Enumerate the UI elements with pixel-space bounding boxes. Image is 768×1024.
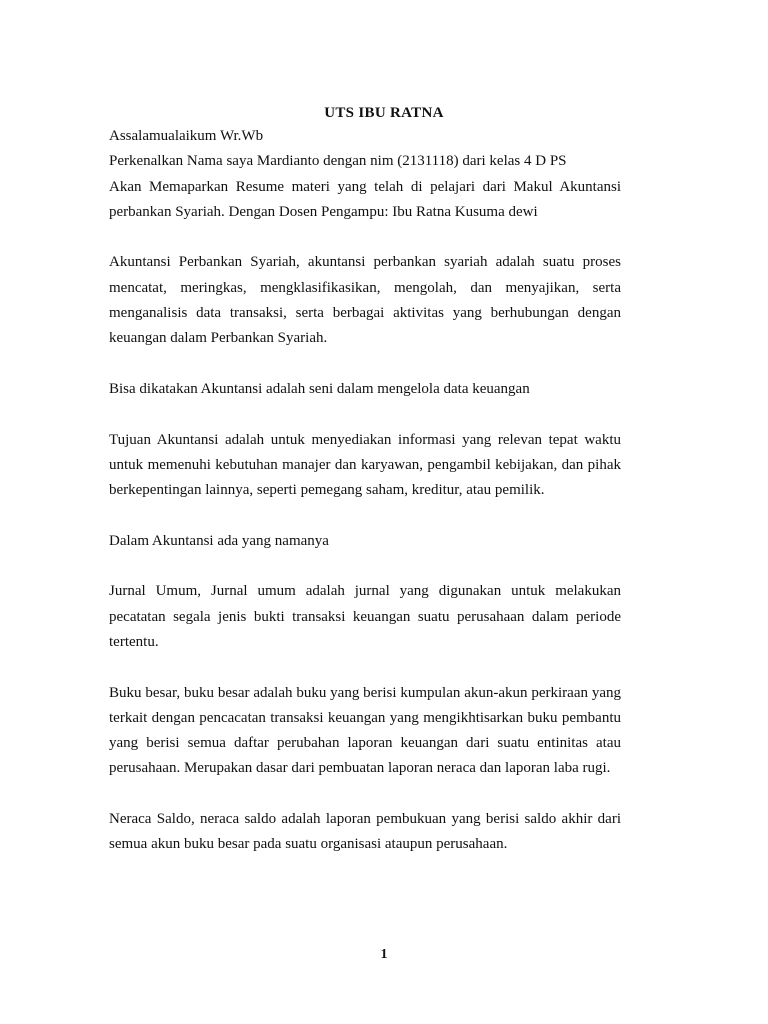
greeting-line: Assalamualaikum Wr.Wb xyxy=(109,128,264,144)
paragraph-ledger: Buku besar, buku besar adalah buku yang berisi kumpulan akun-akun perkiraan yang terkait dengan pencacatan transaksi keuangan yang mengikhtisarkan buku pembantu yang berisi semua daftar perubahan laporan keuangan dari suatu entinitas atau perusahaan. Merupakan dasar dari pembuatan laporan neraca dan laporan laba rugi. xyxy=(109,684,621,777)
document-body xyxy=(109,124,621,858)
document-title: UTS IBU RATNA xyxy=(324,105,444,121)
paragraph-intro-list: Dalam Akuntansi ada yang namanya xyxy=(109,532,329,549)
paragraph-trial-balance: Neraca Saldo, neraca saldo adalah laporan pembukuan yang berisi saldo akhir dari semua akun buku besar pada suatu organisasi ataupun perusahaan. xyxy=(109,811,621,853)
intro-resume-paragraph: Akan Memaparkan Resume materi yang telah di pelajari dari Makul Akuntansi perbankan Syariah. Dengan Dosen Pengampu: Ibu Ratna Kusuma dewi xyxy=(109,178,621,220)
page-number: 1 xyxy=(380,947,388,962)
paragraph-art: Bisa dikatakan Akuntansi adalah seni dalam mengelola data keuangan xyxy=(109,380,530,397)
paragraph-definition: Akuntansi Perbankan Syariah, akuntansi perbankan syariah adalah suatu proses mencatat, meringkas, mengklasifikasikan, mengolah, dan menyajikan, serta menganalisis data transaksi, serta berbagai aktivitas yang berhubungan dengan keuangan dalam Perbankan Syariah. xyxy=(109,254,621,347)
intro-line: Perkenalkan Nama saya Mardianto dengan nim (2131118) dari kelas 4 D PS xyxy=(109,153,567,170)
paragraph-purpose: Tujuan Akuntansi adalah untuk menyediakan informasi yang relevan tepat waktu untuk memenuhi kebutuhan manajer dan karyawan, pengambil kebijakan, dan pihak berkepentingan lainnya, seperti pemegang saham, kreditur, atau pemilik. xyxy=(109,431,621,499)
paragraph-general-journal: Jurnal Umum, Jurnal umum adalah jurnal yang digunakan untuk melakukan pecatatan segala jenis bukti transaksi keuangan suatu perusahaan dalam periode tertentu. xyxy=(109,583,621,650)
